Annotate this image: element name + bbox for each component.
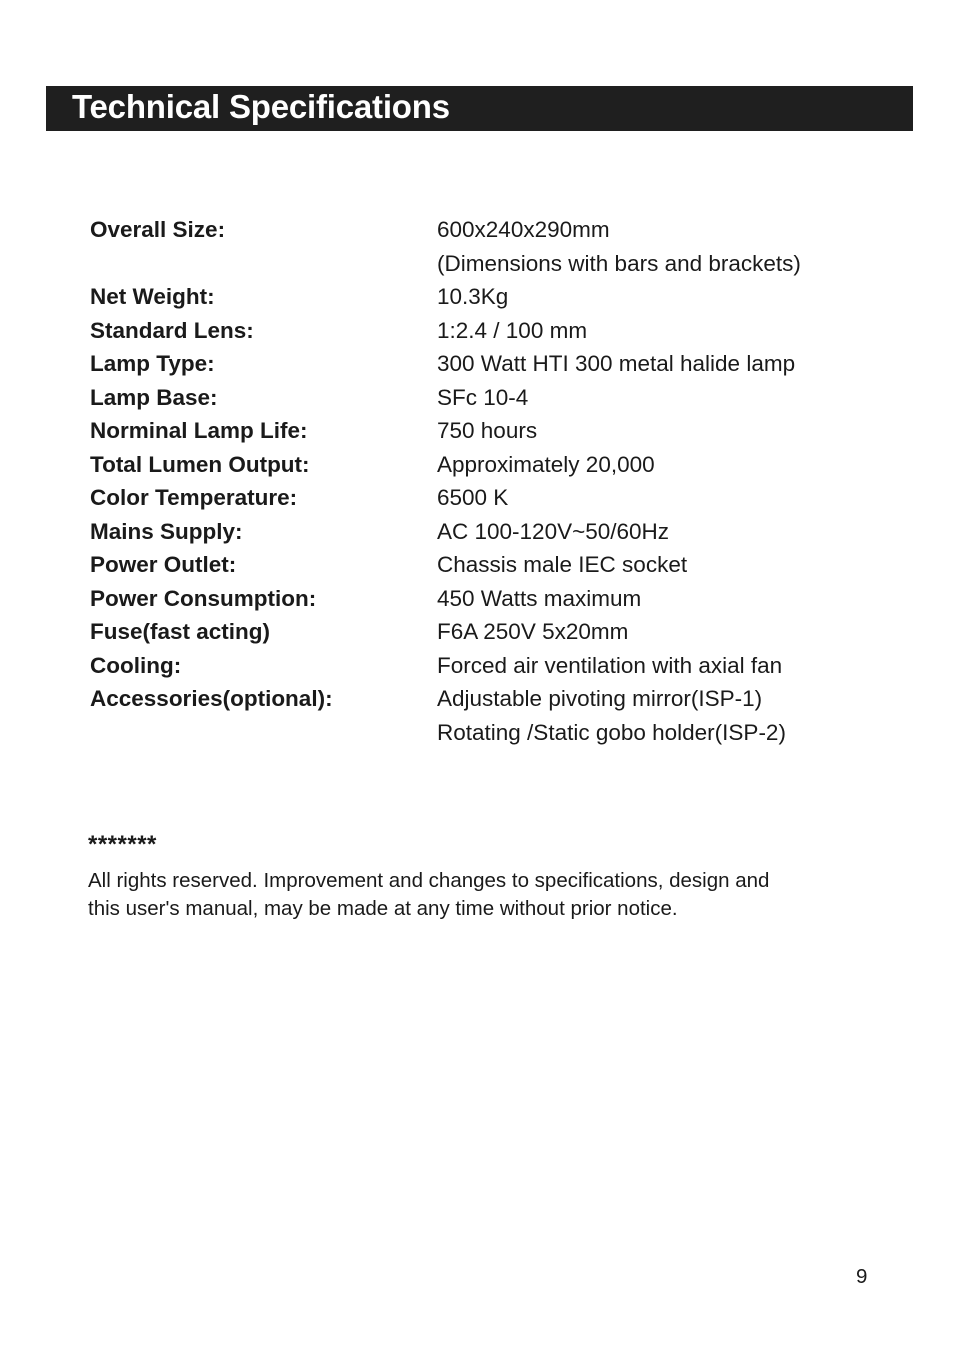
spec-values [437, 615, 870, 649]
spec-label: Cooling: [90, 652, 182, 678]
notice-line: this user's manual, may be made at any time without prior notice. [88, 897, 678, 920]
spec-value: F6A 250V 5x20mm [437, 619, 629, 644]
spec-value: Forced air ventilation with axial fan [437, 652, 783, 678]
spec-value: 6500 K [437, 485, 509, 510]
spec-values [437, 381, 870, 415]
spec-value: Approximately 20,000 [437, 451, 655, 477]
spec-value: 10.3Kg [437, 284, 509, 309]
spec-label: Norminal Lamp Life: [90, 418, 308, 443]
page-number: 9 [856, 1265, 868, 1288]
spec-value: 300 Watt HTI 300 metal halide lamp [437, 351, 796, 376]
spec-values [437, 515, 870, 549]
spec-value: 750 hours [437, 418, 538, 443]
spec-value: AC 100-120V~50/60Hz [437, 518, 670, 544]
spec-values [437, 481, 870, 515]
spec-values [437, 414, 870, 448]
section-separator: ******* [88, 831, 157, 858]
spec-label: Total Lumen Output: [90, 451, 310, 477]
spec-value: 1:2.4 / 100 mm [437, 317, 588, 343]
spec-row [90, 649, 870, 683]
spec-row [90, 280, 870, 314]
spec-label: Lamp Type: [90, 351, 215, 376]
spec-value: 450 Watts maximum [437, 585, 642, 611]
spec-values [437, 649, 870, 683]
spec-label: Overall Size: [90, 217, 226, 242]
spec-label: Power Outlet: [90, 552, 237, 577]
spec-values [437, 582, 870, 616]
spec-value: Adjustable pivoting mirror(ISP-1) [437, 686, 763, 711]
spec-values [437, 448, 870, 482]
section-title-bar [46, 86, 913, 131]
spec-row [90, 381, 870, 415]
spec-row [90, 213, 870, 280]
spec-value: (Dimensions with bars and brackets) [437, 250, 801, 276]
spec-value: Chassis male IEC socket [437, 552, 688, 577]
spec-label: Power Consumption: [90, 585, 317, 611]
spec-row [90, 615, 870, 649]
spec-row [90, 347, 870, 381]
spec-label: Fuse(fast acting) [90, 619, 271, 644]
spec-label: Accessories(optional): [90, 686, 333, 711]
page-title: Technical Specifications [72, 88, 450, 125]
spec-row [90, 314, 870, 348]
spec-value: 600x240x290mm [437, 217, 610, 242]
spec-label: Lamp Base: [90, 384, 218, 410]
notice-line: All rights reserved. Improvement and changes to specifications, design and [88, 869, 770, 892]
spec-values [437, 314, 870, 348]
spec-value: SFc 10-4 [437, 384, 529, 410]
spec-label: Net Weight: [90, 284, 215, 309]
spec-label: Mains Supply: [90, 518, 243, 544]
spec-values [437, 213, 870, 280]
rights-notice [88, 867, 878, 923]
spec-label: Standard Lens: [90, 317, 254, 343]
spec-values [437, 347, 870, 381]
spec-row [90, 548, 870, 582]
spec-label: Color Temperature: [90, 485, 298, 510]
spec-values [437, 682, 870, 749]
spec-table [90, 213, 870, 749]
spec-row [90, 515, 870, 549]
spec-row [90, 448, 870, 482]
spec-row [90, 414, 870, 448]
spec-row [90, 481, 870, 515]
spec-values [437, 548, 870, 582]
spec-value: Rotating /Static gobo holder(ISP-2) [437, 719, 786, 745]
spec-row [90, 682, 870, 749]
spec-values [437, 280, 870, 314]
spec-row [90, 582, 870, 616]
